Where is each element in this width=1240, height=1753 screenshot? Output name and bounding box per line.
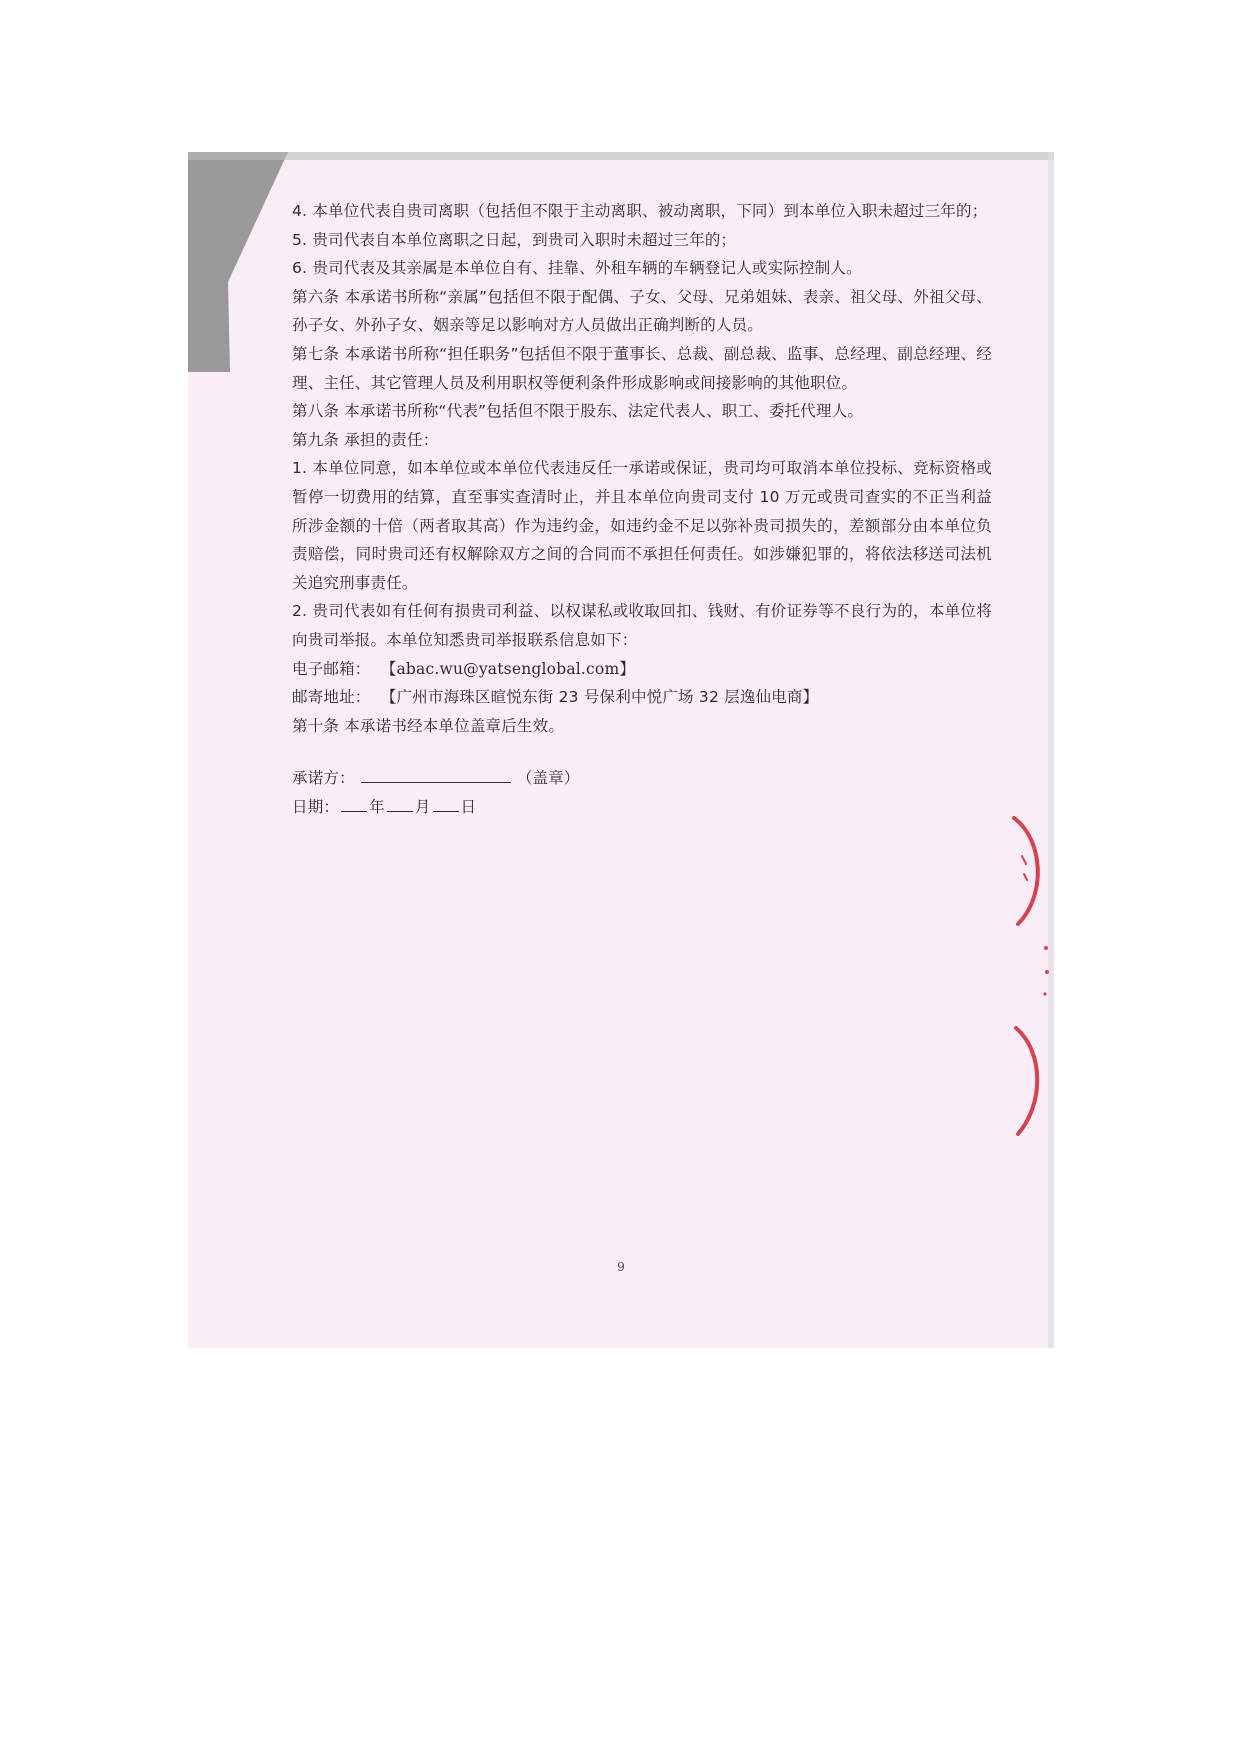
- clause-4: 4. 本单位代表自贵司离职（包括但不限于主动离职、被动离职，下同）到本单位入职未超过三年的；: [292, 202, 988, 220]
- day-char: 日: [460, 797, 477, 816]
- month-blank: [387, 795, 413, 812]
- red-seal-fragment-top: [1000, 812, 1054, 932]
- date-line: [292, 793, 992, 822]
- page-number: 9: [617, 1260, 625, 1274]
- scanned-page: [188, 152, 1054, 1348]
- clause-5: 5. 贵司代表自本单位离职之日起，到贵司入职时未超过三年的；: [292, 230, 737, 249]
- document-body: [292, 197, 992, 821]
- address-label: 邮寄地址：: [292, 688, 371, 707]
- article-eight: 第八条 本承诺书所称“代表”包括但不限于股东、法定代表人、职工、委托代理人。: [292, 402, 864, 421]
- email-line: [292, 655, 992, 684]
- red-seal-specks: [1038, 942, 1054, 1002]
- promisor-label: 承诺方：: [292, 769, 355, 788]
- day-blank: [433, 795, 459, 812]
- article-ten: 第十条 本承诺书经本单位盖章后生效。: [292, 716, 565, 735]
- promisor-line: [292, 764, 992, 793]
- month-char: 月: [414, 797, 431, 816]
- email-value: 【abac.wu@yatsenglobal.com】: [380, 659, 636, 678]
- address-line: [292, 683, 992, 712]
- article-seven: 第七条 本承诺书所称“担任职务”包括但不限于董事长、总裁、副总裁、监事、总经理、副总经理、经理、主任、其它管理人员及利用职权等便利条件形成影响或间接影响的其他职位。: [292, 344, 992, 392]
- seal-note: （盖章）: [516, 769, 580, 788]
- clause-6: 6. 贵司代表及其亲属是本单位自有、挂靠、外租车辆的车辆登记人或实际控制人。: [292, 259, 862, 278]
- address-value: 【广州市海珠区暄悦东街 23 号保利中悦广场 32 层逸仙电商】: [380, 688, 819, 707]
- year-char: 年: [369, 797, 385, 816]
- article-six: 第六条 本承诺书所称“亲属”包括但不限于配偶、子女、父母、兄弟姐妹、表亲、祖父母、外祖父母、孙子女、外孙子女、姻亲等足以影响对方人员做出正确判断的人员。: [292, 287, 992, 335]
- year-blank: [341, 795, 367, 812]
- article-nine-heading: 第九条 承担的责任：: [292, 430, 439, 449]
- email-label: 电子邮箱：: [292, 659, 371, 678]
- spacer: [292, 740, 992, 764]
- signature-blank: [361, 766, 511, 783]
- liability-item-2: 2. 贵司代表如有任何有损贵司利益、以权谋私或收取回扣、钱财、有价证券等不良行为的，本单位将向贵司举报。本单位知悉贵司举报联系信息如下：: [292, 602, 992, 649]
- date-label: 日期：: [292, 797, 340, 816]
- red-seal-fragment-bottom: [1004, 1022, 1054, 1142]
- liability-item-1: 1. 本单位同意，如本单位或本单位代表违反任一承诺或保证，贵司均可取消本单位投标、竞标资格或暂停一切费用的结算，直至事实查清时止，并且本单位向贵司支付 10 万元或贵司查实的不正当利益所涉金额的十倍（两者取其高）作为违约金，如违约金不足以弥补贵司损失的，差额部分由本单位负责赔偿，同时贵司还有权解除双方之间的合同而不承担任何责任。如涉嫌犯罪的，将依法移送司法机关追究刑事责任。: [292, 459, 992, 592]
